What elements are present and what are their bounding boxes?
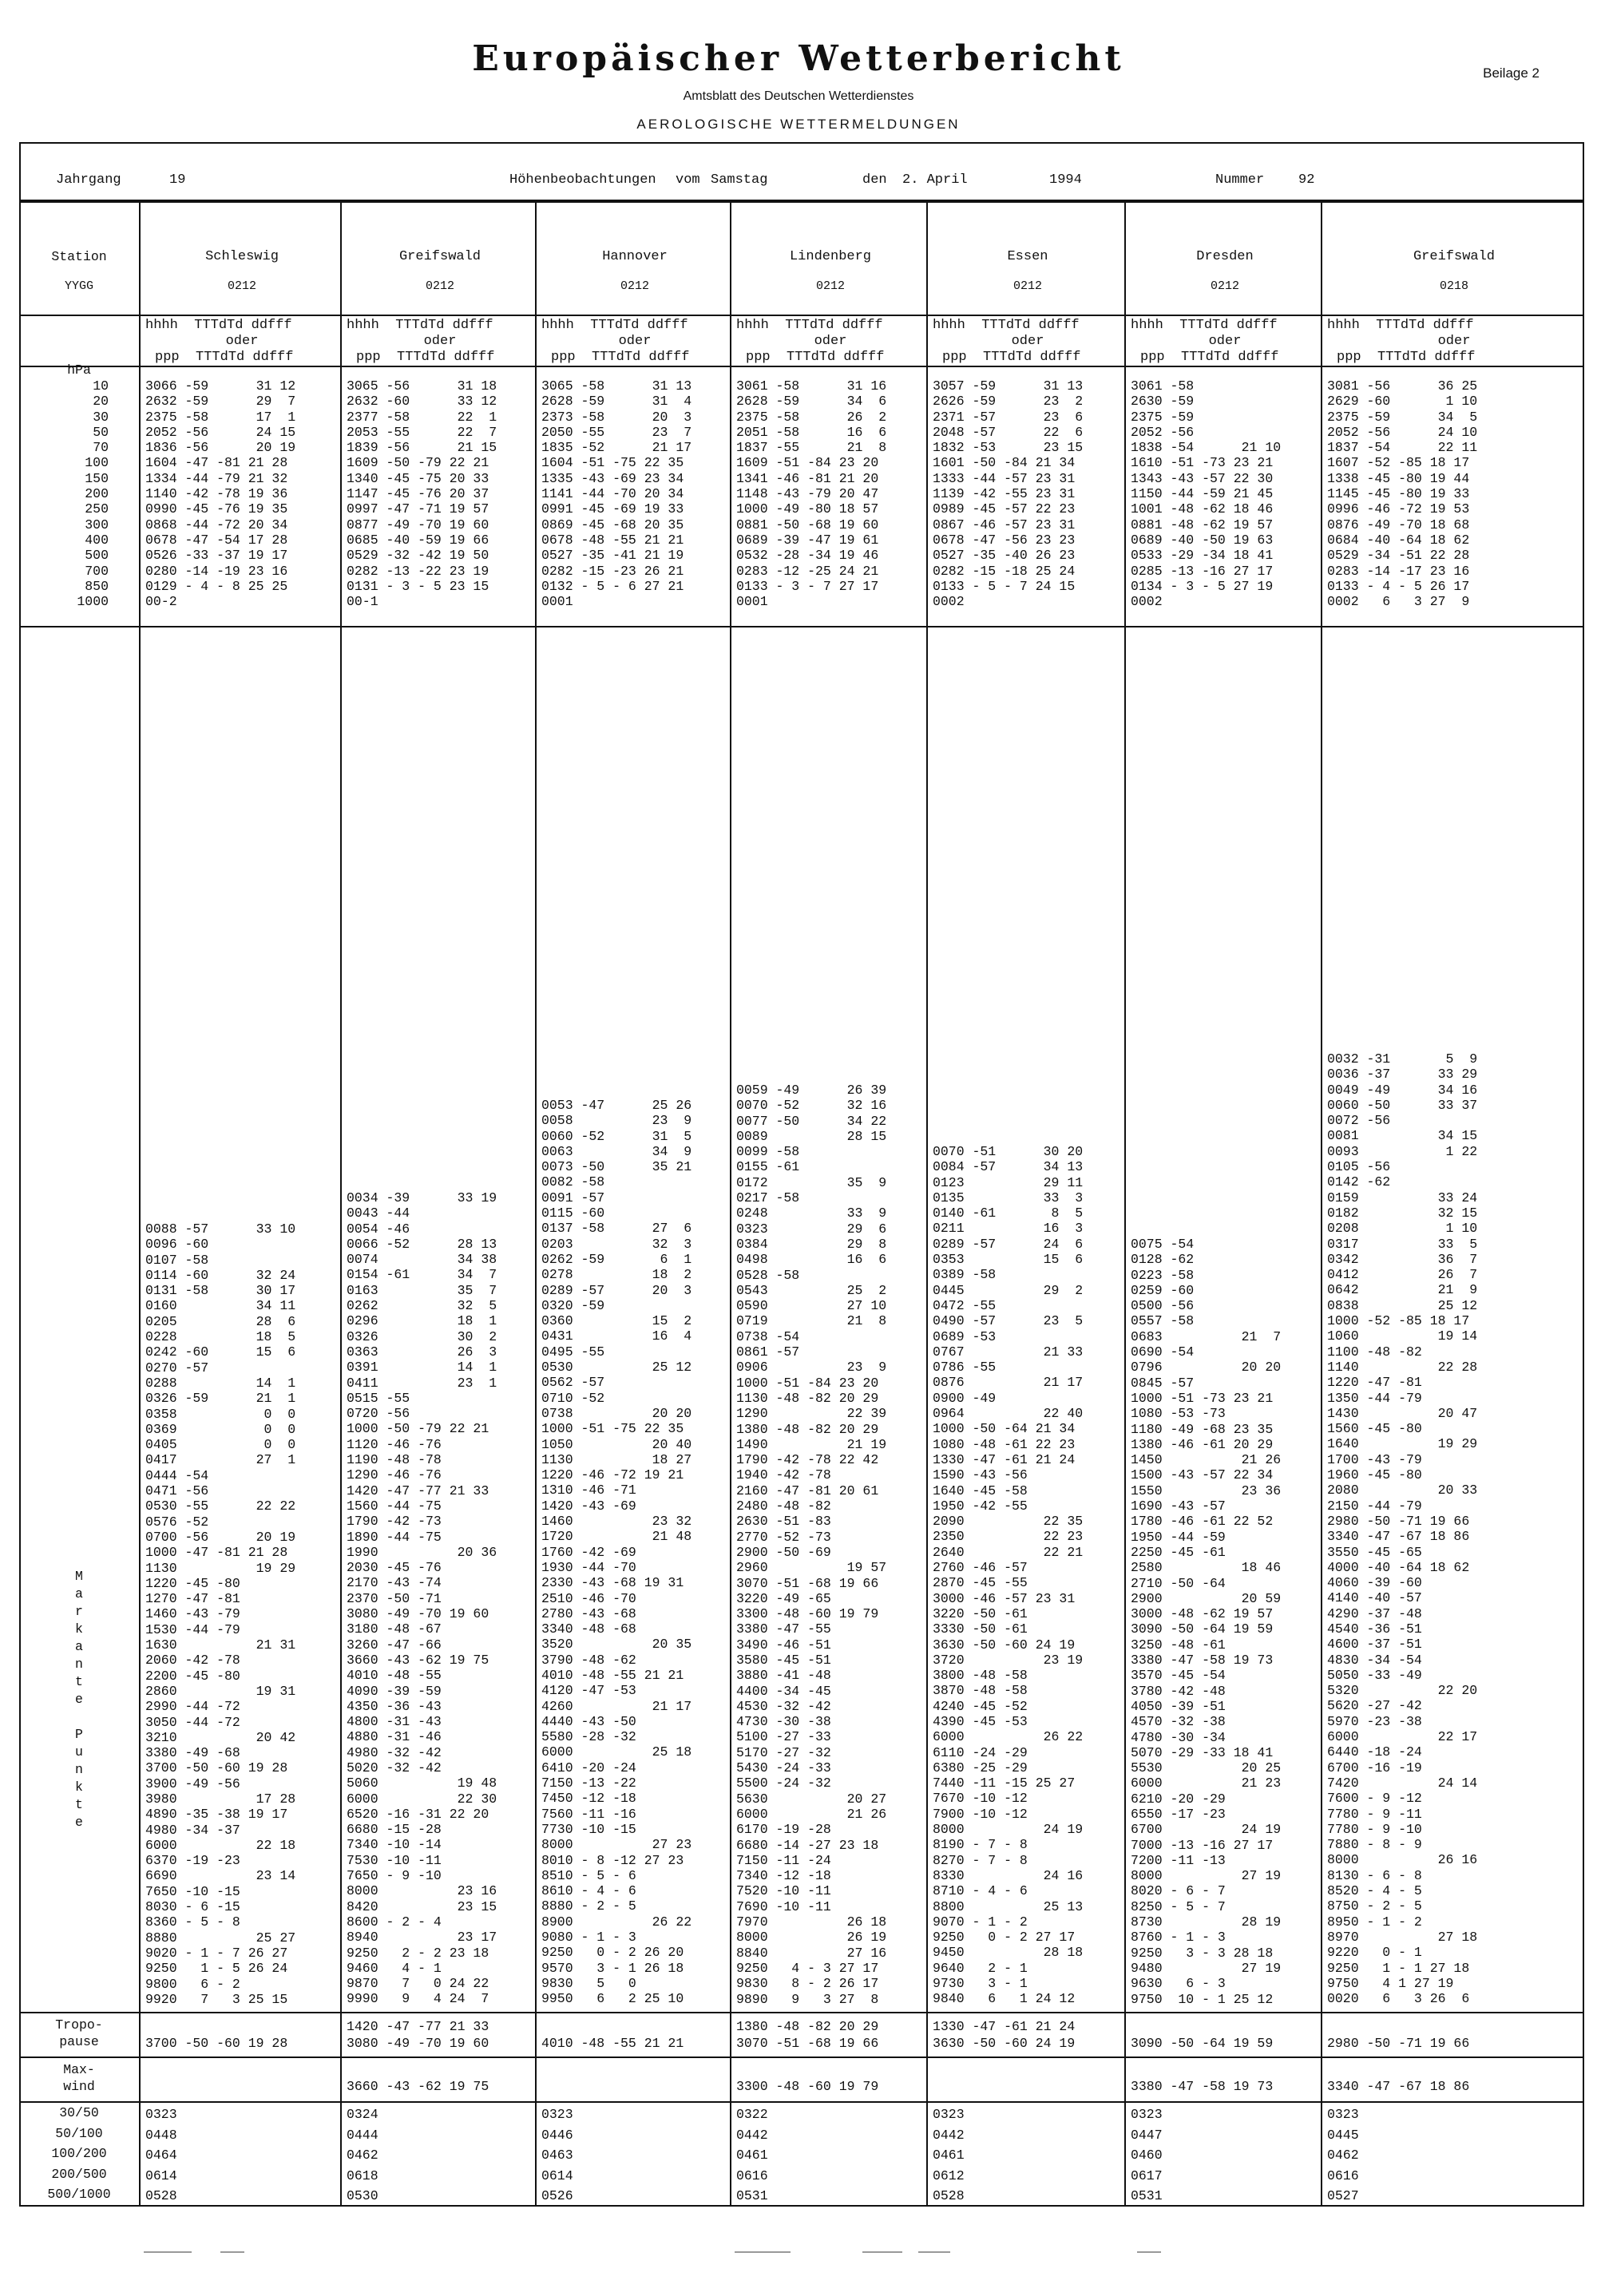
station-name: Hannover bbox=[602, 249, 668, 264]
wind-shear-data: 0323 0446 0463 0614 0526 bbox=[541, 2107, 573, 2203]
year-value: 1994 bbox=[1049, 172, 1082, 188]
significant-points-data: 0059 -49 26 39 0070 -52 32 16 0077 -50 34 22 0089 28 15 0099 -58 0155 -61 0172 35 9 0217 -58 0248 33 9 0323 29 6 0384 29 8 0498 16 6 0528 -58 0543 25 2 0590 27 10 0719 21 8 0738 -54 0861 -57 0906 23 9 1000 -51 -84 23 20 1130 -48 -82 20 29 1290 22 39 1380 -48 -82 20 29 1490 21 19 1790 -42 -78 22 42 1940 -42 -78 2160 -47 -81 20 61 2480 -48 -82 2630 -51 -83 2770 -52 -73 2900 -50 -69 2960 19 57 3070 -51 -68 19 66 3220 -49 -65 3300 -48 -60 19 79 3380 -47 -55 3490 -46 -51 3580 -45 -51 3880 -41 -48 4400 -34 -45 4530 -32 -42 4730 -30 -38 5100 -27 -33 5170 -27 -32 5430 -24 -33 5500 -24 -32 5630 20 27 6000 21 26 6170 -19 -28 6680 -14 -27 23 18 7150 -11 -24 7340 -12 -18 7520 -10 -11 7690 -10 -11 7970 26 18 8000 26 19 8840 27 16 9250 4 - 3 27 17 9830 8 - 2 26 17 9890 9 3 27 8 bbox=[736, 1083, 887, 2007]
jahrgang-label: Jahrgang bbox=[56, 172, 121, 188]
column-header-line-1: hhhh TTTdTd ddfff bbox=[541, 318, 688, 333]
station-yygg: 0212 bbox=[815, 279, 845, 293]
wind-shear-data: 0324 0444 0462 0618 0530 bbox=[347, 2107, 378, 2203]
significant-points-data: 0053 -47 25 26 0058 23 9 0060 -52 31 5 0063 34 9 0073 -50 35 21 0082 -58 0091 -57 0115 -60 0137 -58 27 6 0203 32 3 0262 -59 6 1 0278 18 2 0289 -57 20 3 0320 -59 0360 15 2 0431 16 4 0495 -55 0530 25 12 0562 -57 0710 -52 0738 20 20 1000 -51 -75 22 35 1050 20 40 1130 18 27 1220 -46 -72 19 21 1310 -46 -71 1420 -43 -69 1460 23 32 1720 21 48 1760 -42 -69 1930 -44 -70 2330 -43 -68 19 31 2510 -46 -70 2780 -43 -68 3340 -48 -68 3520 20 35 3790 -48 -62 4010 -48 -55 21 21 4120 -47 -53 4260 21 17 4440 -43 -50 5580 -28 -32 6000 25 18 6410 -20 -24 7150 -13 -22 7450 -12 -18 7560 -11 -16 7730 -10 -15 8000 27 23 8010 - 8 -12 27 23 8510 - 5 - 6 8610 - 4 - 6 8880 - 2 - 5 8900 26 22 9080 - 1 - 3 9250 0 - 2 26 20 9570 3 - 1 26 18 9830 5 0 9950 6 2 25 10 bbox=[541, 1098, 692, 2007]
significant-points-data: 0070 -51 30 20 0084 -57 34 13 0123 29 11 0135 33 3 0140 -61 8 5 0211 16 3 0289 -57 24 6 0353 15 6 0389 -58 0445 29 2 0472 -55 0490 -57 23 5 0689 -53 0767 21 33 0786 -55 0876 21 17 0900 -49 0964 22 40 1000 -50 -64 21 34 1080 -48 -61 22 23 1330 -47 -61 21 24 1590 -43 -56 1640 -45 -58 1950 -42 -55 2090 22 35 2350 22 23 2640 22 21 2760 -46 -57 2870 -45 -55 3000 -46 -57 23 31 3220 -50 -61 3330 -50 -61 3630 -50 -60 24 19 3720 23 19 3800 -48 -58 3870 -48 -58 4240 -45 -52 4390 -45 -53 6000 26 22 6110 -24 -29 6380 -25 -29 7440 -11 -15 25 27 7670 -10 -12 7900 -10 -12 8000 24 19 8190 - 7 - 8 8270 - 7 - 8 8330 24 16 8710 - 4 - 6 8800 25 13 9070 - 1 - 2 9250 0 - 2 27 17 9450 28 18 9640 2 - 1 9730 3 - 1 9840 6 1 24 12 bbox=[933, 1144, 1084, 2007]
standard-levels-data: 3057 -59 31 13 2626 -59 23 2 2371 -57 23 6 2048 -57 22 6 1832 -53 23 15 1601 -50 -84 21 34 1333 -44 -57 23 31 1139 -42 -55 23 31 0989 -45 -57 22 23 0867 -46 -57 23 31 0678 -47 -56 23 23 0527 -35 -40 26 23 0282 -15 -18 25 24 0133 - 5 - 7 24 15 0002 bbox=[933, 378, 1084, 610]
column-header-line-1: hhhh TTTdTd ddfff bbox=[145, 318, 292, 333]
pressure-levels: 10 20 30 50 70 100 150 200 250 300 400 500 700 850 1000 bbox=[77, 378, 109, 610]
station-name: Essen bbox=[1007, 249, 1048, 264]
date-value: 2. April bbox=[902, 172, 968, 188]
hpa-label: hPa bbox=[67, 362, 91, 378]
wind-shear-data: 0323 0447 0460 0617 0531 bbox=[1131, 2107, 1163, 2203]
tropopause-data: 1330 -47 -61 21 24 3630 -50 -60 24 19 bbox=[933, 2019, 1076, 2051]
tropopause-data: 1380 -48 -82 20 29 3070 -51 -68 19 66 bbox=[736, 2019, 879, 2051]
markante-punkte-label: M a r k a n t e P u n k t e bbox=[75, 1569, 83, 1830]
wind-shear-labels: 30/50 50/100 100/200 200/500 500/1000 bbox=[47, 2105, 111, 2202]
significant-points-data: 0075 -54 0128 -62 0223 -58 0259 -60 0500 -56 0557 -58 0683 21 7 0690 -54 0796 20 20 0845 -57 1000 -51 -73 23 21 1080 -53 -73 1180 -49 -68 23 35 1380 -46 -61 20 29 1450 21 26 1500 -43 -57 22 34 1550 23 36 1690 -43 -57 1780 -46 -61 22 52 1950 -44 -59 2250 -45 -61 2580 18 46 2710 -50 -64 2900 20 59 3000 -48 -62 19 57 3090 -50 -64 19 59 3250 -48 -61 3380 -47 -58 19 73 3570 -45 -54 3780 -42 -48 4050 -39 -51 4570 -32 -38 4780 -30 -34 5070 -29 -33 18 41 5530 20 25 6000 21 23 6210 -20 -29 6550 -17 -23 6700 24 19 7000 -13 -16 27 17 7200 -11 -13 8000 27 19 8020 - 6 - 7 8250 - 5 - 7 8730 28 19 8760 - 1 - 3 9250 3 - 3 28 18 9480 27 19 9630 6 - 3 9750 10 - 1 25 12 bbox=[1131, 1237, 1282, 2007]
column-header-line-2: oder bbox=[225, 334, 259, 349]
nummer-label: Nummer bbox=[1215, 172, 1265, 188]
subtitle: Amtsblatt des Deutschen Wetterdienstes bbox=[683, 89, 914, 103]
significant-points-data: 0034 -39 33 19 0043 -44 0054 -46 0066 -52 28 13 0074 34 38 0154 -61 34 7 0163 35 7 0262 32 5 0296 18 1 0326 30 2 0363 26 3 0391 14 1 0411 23 1 0515 -55 0720 -56 1000 -50 -79 22 21 1120 -46 -76 1190 -48 -78 1290 -46 -76 1420 -47 -77 21 33 1560 -44 -75 1790 -42 -73 1890 -44 -75 1990 20 36 2030 -45 -76 2170 -43 -74 2370 -50 -71 3080 -49 -70 19 60 3180 -48 -67 3260 -47 -66 3660 -43 -62 19 75 4010 -48 -55 4090 -39 -59 4350 -36 -43 4800 -31 -43 4880 -31 -46 4980 -32 -42 5020 -32 -42 5060 19 48 6000 22 30 6520 -16 -31 22 20 6680 -15 -28 7340 -10 -14 7530 -10 -11 7650 - 9 -10 8000 23 16 8420 23 15 8600 - 2 - 4 8940 23 17 9250 2 - 2 23 18 9460 4 - 1 9870 7 0 24 22 9990 9 4 24 7 bbox=[347, 1190, 497, 2007]
significant-points-data: 0032 -31 5 9 0036 -37 33 29 0049 -49 34 16 0060 -50 33 37 0072 -56 0081 34 15 0093 1 22 0105 -56 0142 -62 0159 33 24 0182 32 15 0208 1 10 0317 33 5 0342 36 7 0412 26 7 0642 21 9 0838 25 12 1000 -52 -85 18 17 1060 19 14 1100 -48 -82 1140 22 28 1220 -47 -81 1350 -44 -79 1430 20 47 1560 -45 -80 1640 19 29 1700 -43 -79 1960 -45 -80 2080 20 33 2150 -44 -79 2980 -50 -71 19 66 3340 -47 -67 18 86 3550 -45 -65 4000 -40 -64 18 62 4060 -39 -60 4140 -40 -57 4290 -37 -48 4540 -36 -51 4600 -37 -51 4830 -34 -54 5050 -33 -49 5320 22 20 5620 -27 -42 5970 -23 -38 6000 22 17 6440 -18 -24 6700 -16 -19 7420 24 14 7600 - 9 -12 7780 - 9 -11 7780 - 9 -10 7880 - 8 - 9 8000 26 16 8130 - 6 - 8 8520 - 4 - 5 8750 - 2 - 5 8950 - 1 - 2 8970 27 18 9220 0 - 1 9250 1 - 1 27 18 9750 4 1 27 19 0020 6 3 26 6 bbox=[1327, 1051, 1478, 2007]
station-name: Greifswald bbox=[1413, 249, 1496, 264]
standard-levels-data: 3066 -59 31 12 2632 -59 29 7 2375 -58 17 1 2052 -56 24 15 1836 -56 20 19 1604 -47 -81 21 28 1334 -44 -79 21 32 1140 -42 -78 19 36 0990 -45 -76 19 35 0868 -44 -72 20 34 0678 -47 -54 17 28 0526 -33 -37 19 17 0280 -14 -19 23 16 0129 - 4 - 8 25 25 00-2 bbox=[145, 378, 296, 610]
column-header-line-2: oder bbox=[814, 334, 847, 349]
column-header-line-1: hhhh TTTdTd ddfff bbox=[736, 318, 883, 333]
maxwind-data: 3380 -47 -58 19 73 bbox=[1131, 2079, 1274, 2094]
data-table bbox=[19, 201, 1584, 2207]
significant-points-data: 0088 -57 33 10 0096 -60 0107 -58 0114 -60 32 24 0131 -58 30 17 0160 34 11 0205 28 6 0228 18 5 0242 -60 15 6 0270 -57 0288 14 1 0326 -59 21 1 0358 0 0 0369 0 0 0405 0 0 0417 27 1 0444 -54 0471 -56 0530 -55 22 22 0576 -52 0700 -56 20 19 1000 -47 -81 21 28 1130 19 29 1220 -45 -80 1270 -47 -81 1460 -43 -79 1530 -44 -79 1630 21 31 2060 -42 -78 2200 -45 -80 2860 19 31 2990 -44 -72 3050 -44 -72 3210 20 42 3380 -49 -68 3700 -50 -60 19 28 3900 -49 -56 3980 17 28 4890 -35 -38 19 17 4980 -34 -37 6000 22 18 6370 -19 -23 6690 23 14 7650 -10 -15 8030 - 6 -15 8360 - 5 - 8 8880 25 27 9020 - 1 - 7 26 27 9250 1 - 5 26 24 9800 6 - 2 9920 7 3 25 15 bbox=[145, 1221, 296, 2007]
column-header-line-3: ppp TTTdTd ddfff bbox=[356, 350, 495, 365]
page-title: Europäischer Wetterbericht bbox=[472, 38, 1125, 79]
station-yygg: 0212 bbox=[620, 279, 649, 293]
section-title: AEROLOGISCHE WETTERMELDUNGEN bbox=[636, 117, 961, 132]
wind-shear-data: 0323 0448 0464 0614 0528 bbox=[145, 2107, 177, 2203]
station-yygg: 0212 bbox=[227, 279, 256, 293]
station-name: Greifswald bbox=[398, 249, 481, 264]
tropopause-label: Tropo- pause bbox=[55, 2017, 103, 2049]
jahrgang-value: 19 bbox=[169, 172, 186, 188]
nummer-value: 92 bbox=[1298, 172, 1315, 188]
vom-label: vom bbox=[676, 172, 700, 188]
info-bar bbox=[19, 142, 1584, 201]
wind-shear-data: 0322 0442 0461 0616 0531 bbox=[736, 2107, 768, 2203]
hoehen-label: Höhenbeobachtungen bbox=[509, 172, 656, 188]
standard-levels-data: 3065 -58 31 13 2628 -59 31 4 2373 -58 20 3 2050 -55 23 7 1835 -52 21 17 1604 -51 -75 22 35 1335 -43 -69 23 34 1141 -44 -70 20 34 0991 -45 -69 19 33 0869 -45 -68 20 35 0678 -48 -55 21 21 0527 -35 -41 21 19 0282 -15 -23 26 21 0132 - 5 - 6 27 21 0001 bbox=[541, 378, 692, 610]
station-yygg: 0212 bbox=[425, 279, 454, 293]
column-header-line-3: ppp TTTdTd ddfff bbox=[551, 350, 690, 365]
maxwind-data: 3340 -47 -67 18 86 bbox=[1327, 2079, 1470, 2094]
day-value: Samstag bbox=[711, 172, 768, 188]
tropopause-data: 3090 -50 -64 19 59 bbox=[1131, 2036, 1274, 2051]
station-yygg: 0212 bbox=[1210, 279, 1239, 293]
column-header-line-3: ppp TTTdTd ddfff bbox=[942, 350, 1081, 365]
maxwind-data: 3300 -48 -60 19 79 bbox=[736, 2079, 879, 2094]
column-header-line-2: oder bbox=[618, 334, 652, 349]
column-header-line-3: ppp TTTdTd ddfff bbox=[1337, 350, 1476, 365]
maxwind-data: 3660 -43 -62 19 75 bbox=[347, 2079, 489, 2094]
column-header-line-1: hhhh TTTdTd ddfff bbox=[1327, 318, 1474, 333]
column-header-line-1: hhhh TTTdTd ddfff bbox=[1131, 318, 1278, 333]
standard-levels-data: 3065 -56 31 18 2632 -60 33 12 2377 -58 22 1 2053 -55 22 7 1839 -56 21 15 1609 -50 -79 22 21 1340 -45 -75 20 33 1147 -45 -76 20 37 0997 -47 -71 19 57 0877 -49 -70 19 60 0685 -40 -59 19 66 0529 -32 -42 19 50 0282 -13 -22 23 19 0131 - 3 - 5 23 15 00-1 bbox=[347, 378, 497, 610]
tropopause-data: 4010 -48 -55 21 21 bbox=[541, 2036, 684, 2051]
column-header-line-2: oder bbox=[1437, 334, 1471, 349]
station-label: Station bbox=[51, 249, 107, 264]
maxwind-label: Max- wind bbox=[63, 2062, 95, 2094]
column-header-line-3: ppp TTTdTd ddfff bbox=[746, 350, 885, 365]
column-header-line-2: oder bbox=[423, 334, 457, 349]
station-yygg: 0218 bbox=[1439, 279, 1468, 293]
wind-shear-data: 0323 0445 0462 0616 0527 bbox=[1327, 2107, 1359, 2203]
tropopause-data: 3700 -50 -60 19 28 bbox=[145, 2036, 288, 2051]
column-header-line-2: oder bbox=[1208, 334, 1242, 349]
tropopause-data: 1420 -47 -77 21 33 3080 -49 -70 19 60 bbox=[347, 2019, 489, 2051]
station-yygg: 0212 bbox=[1012, 279, 1042, 293]
standard-levels-data: 3061 -58 2630 -59 2375 -59 2052 -56 1838 -54 21 10 1610 -51 -73 23 21 1343 -43 -57 22 30 1150 -44 -59 21 45 1001 -48 -62 18 46 0881 -48 -62 19 57 0689 -40 -50 19 63 0533 -29 -34 18 41 0285 -13 -16 27 17 0134 - 3 - 5 27 19 0002 bbox=[1131, 378, 1282, 610]
station-name: Dresden bbox=[1196, 249, 1254, 264]
beilage-label: Beilage 2 bbox=[1483, 65, 1540, 81]
column-header-line-1: hhhh TTTdTd ddfff bbox=[347, 318, 493, 333]
standard-levels-data: 3061 -58 31 16 2628 -59 34 6 2375 -58 26 2 2051 -58 16 6 1837 -55 21 8 1609 -51 -84 23 20 1341 -46 -81 21 20 1148 -43 -79 20 47 1000 -49 -80 18 57 0881 -50 -68 19 60 0689 -39 -47 19 61 0532 -28 -34 19 46 0283 -12 -25 24 21 0133 - 3 - 7 27 17 0001 bbox=[736, 378, 887, 610]
station-name: Schleswig bbox=[205, 249, 279, 264]
station-name: Lindenberg bbox=[789, 249, 872, 264]
column-header-line-1: hhhh TTTdTd ddfff bbox=[933, 318, 1080, 333]
column-header-line-2: oder bbox=[1011, 334, 1044, 349]
column-header-line-3: ppp TTTdTd ddfff bbox=[1140, 350, 1279, 365]
column-header-line-3: ppp TTTdTd ddfff bbox=[155, 350, 294, 365]
standard-levels-data: 3081 -56 36 25 2629 -60 1 10 2375 -59 34 5 2052 -56 24 10 1837 -54 22 11 1607 -52 -85 18 17 1338 -45 -80 19 44 1145 -45 -80 19 33 0996 -46 -72 19 53 0876 -49 -70 18 68 0684 -40 -64 18 62 0529 -34 -51 22 28 0283 -14 -17 23 16 0133 - 4 - 5 26 17 0002 6 3 27 9 bbox=[1327, 378, 1478, 610]
den-label: den bbox=[862, 172, 887, 188]
tropopause-data: 2980 -50 -71 19 66 bbox=[1327, 2036, 1470, 2051]
wind-shear-data: 0323 0442 0461 0612 0528 bbox=[933, 2107, 965, 2203]
yygg-label: YYGG bbox=[64, 279, 93, 293]
